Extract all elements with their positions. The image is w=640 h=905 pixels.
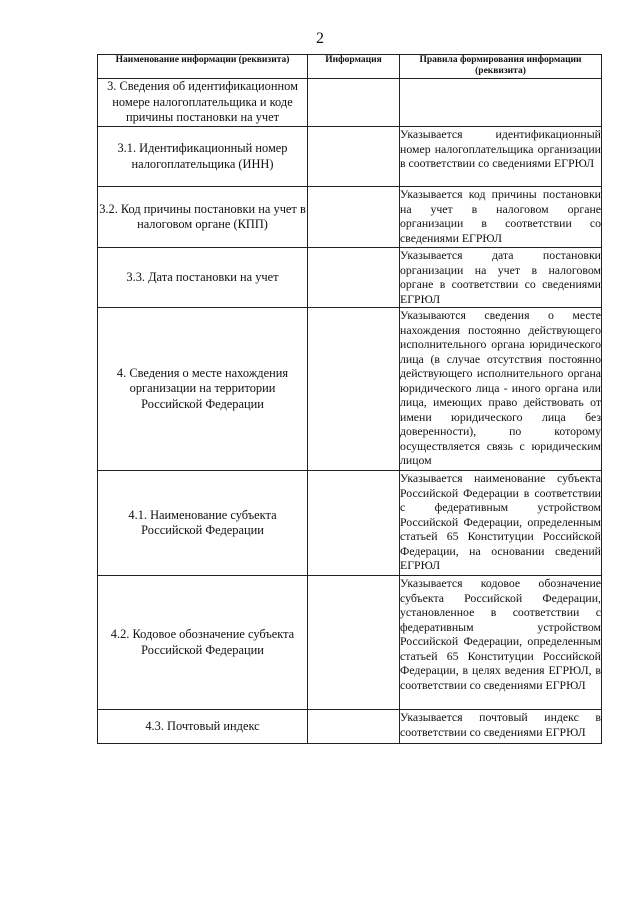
table-row	[98, 187, 602, 248]
row-value	[308, 576, 400, 710]
page-number: 2	[316, 30, 324, 47]
row-rule: Указывается почтовый индекс в соответствии со сведениями ЕГРЮЛ	[400, 710, 602, 744]
table-row	[98, 471, 602, 576]
row-rule: Указывается код причины постановки на учет в налоговом органе организации в соответствии со сведениями ЕГРЮЛ	[400, 187, 602, 248]
row-rule: Указывается идентификационный номер налогоплательщика организации в соответствии со сведениями ЕГРЮЛ	[400, 127, 602, 187]
header-name: Наименование информации (реквизита)	[98, 55, 308, 79]
table-row	[98, 710, 602, 744]
row-value	[308, 187, 400, 248]
table-row	[98, 308, 602, 471]
row-name: 3. Сведения об идентификационном номере налогоплательщика и коде причины постановки на учет	[98, 79, 308, 127]
table-row	[98, 576, 602, 710]
row-name: 3.2. Код причины постановки на учет в налоговом органе (КПП)	[98, 187, 308, 248]
table-header-row	[98, 55, 602, 79]
row-value	[308, 710, 400, 744]
row-value	[308, 79, 400, 127]
table-row	[98, 248, 602, 308]
row-name: 4. Сведения о месте нахождения организации на территории Российской Федерации	[98, 308, 308, 471]
row-rule: Указывается кодовое обозначение субъекта Российской Федерации, установленное в соответствии с федеративным устройством Российской Федерации, определенным статьей 65 Конституции Российской Федерации, в целях ведения ЕГРЮЛ, в соответствии со сведениями ЕГРЮЛ	[400, 576, 602, 710]
header-rules: Правила формирования информации (реквизита)	[400, 55, 602, 79]
row-rule: Указывается дата постановки организации на учет в налоговом органе в соответствии со сведениями ЕГРЮЛ	[400, 248, 601, 306]
table-row	[98, 79, 602, 127]
row-rule: Указывается наименование субъекта Российской Федерации в соответствии с федеративным устройством Российской Федерации, определенным статьей 65 Конституции Российской Федерации, на основании сведений ЕГРЮЛ	[400, 471, 602, 576]
header-info: Информация	[308, 55, 400, 79]
row-rule	[400, 79, 602, 127]
row-name: 4.1. Наименование субъекта Российской Федерации	[98, 471, 308, 576]
table-row	[98, 127, 602, 187]
row-name: 3.3. Дата постановки на учет	[98, 248, 308, 308]
row-rule: Указываются сведения о месте нахождения постоянно действующего исполнительного органа юридического лица (в случае отсутствия постоянно действующего исполнительного органа юридического лица - иного органа или лица, имеющих право действовать от имени юридического лица без доверенности), по которому осуществляется связь с юридическим лицом	[400, 308, 602, 471]
information-table	[97, 54, 602, 744]
row-value	[308, 308, 400, 471]
row-name: 4.2. Кодовое обозначение субъекта Российской Федерации	[98, 576, 308, 710]
row-value	[308, 127, 400, 187]
row-name: 4.3. Почтовый индекс	[98, 710, 308, 744]
row-name: 3.1. Идентификационный номер налогоплательщика (ИНН)	[98, 127, 308, 187]
row-value	[308, 471, 400, 576]
row-value	[308, 248, 400, 308]
